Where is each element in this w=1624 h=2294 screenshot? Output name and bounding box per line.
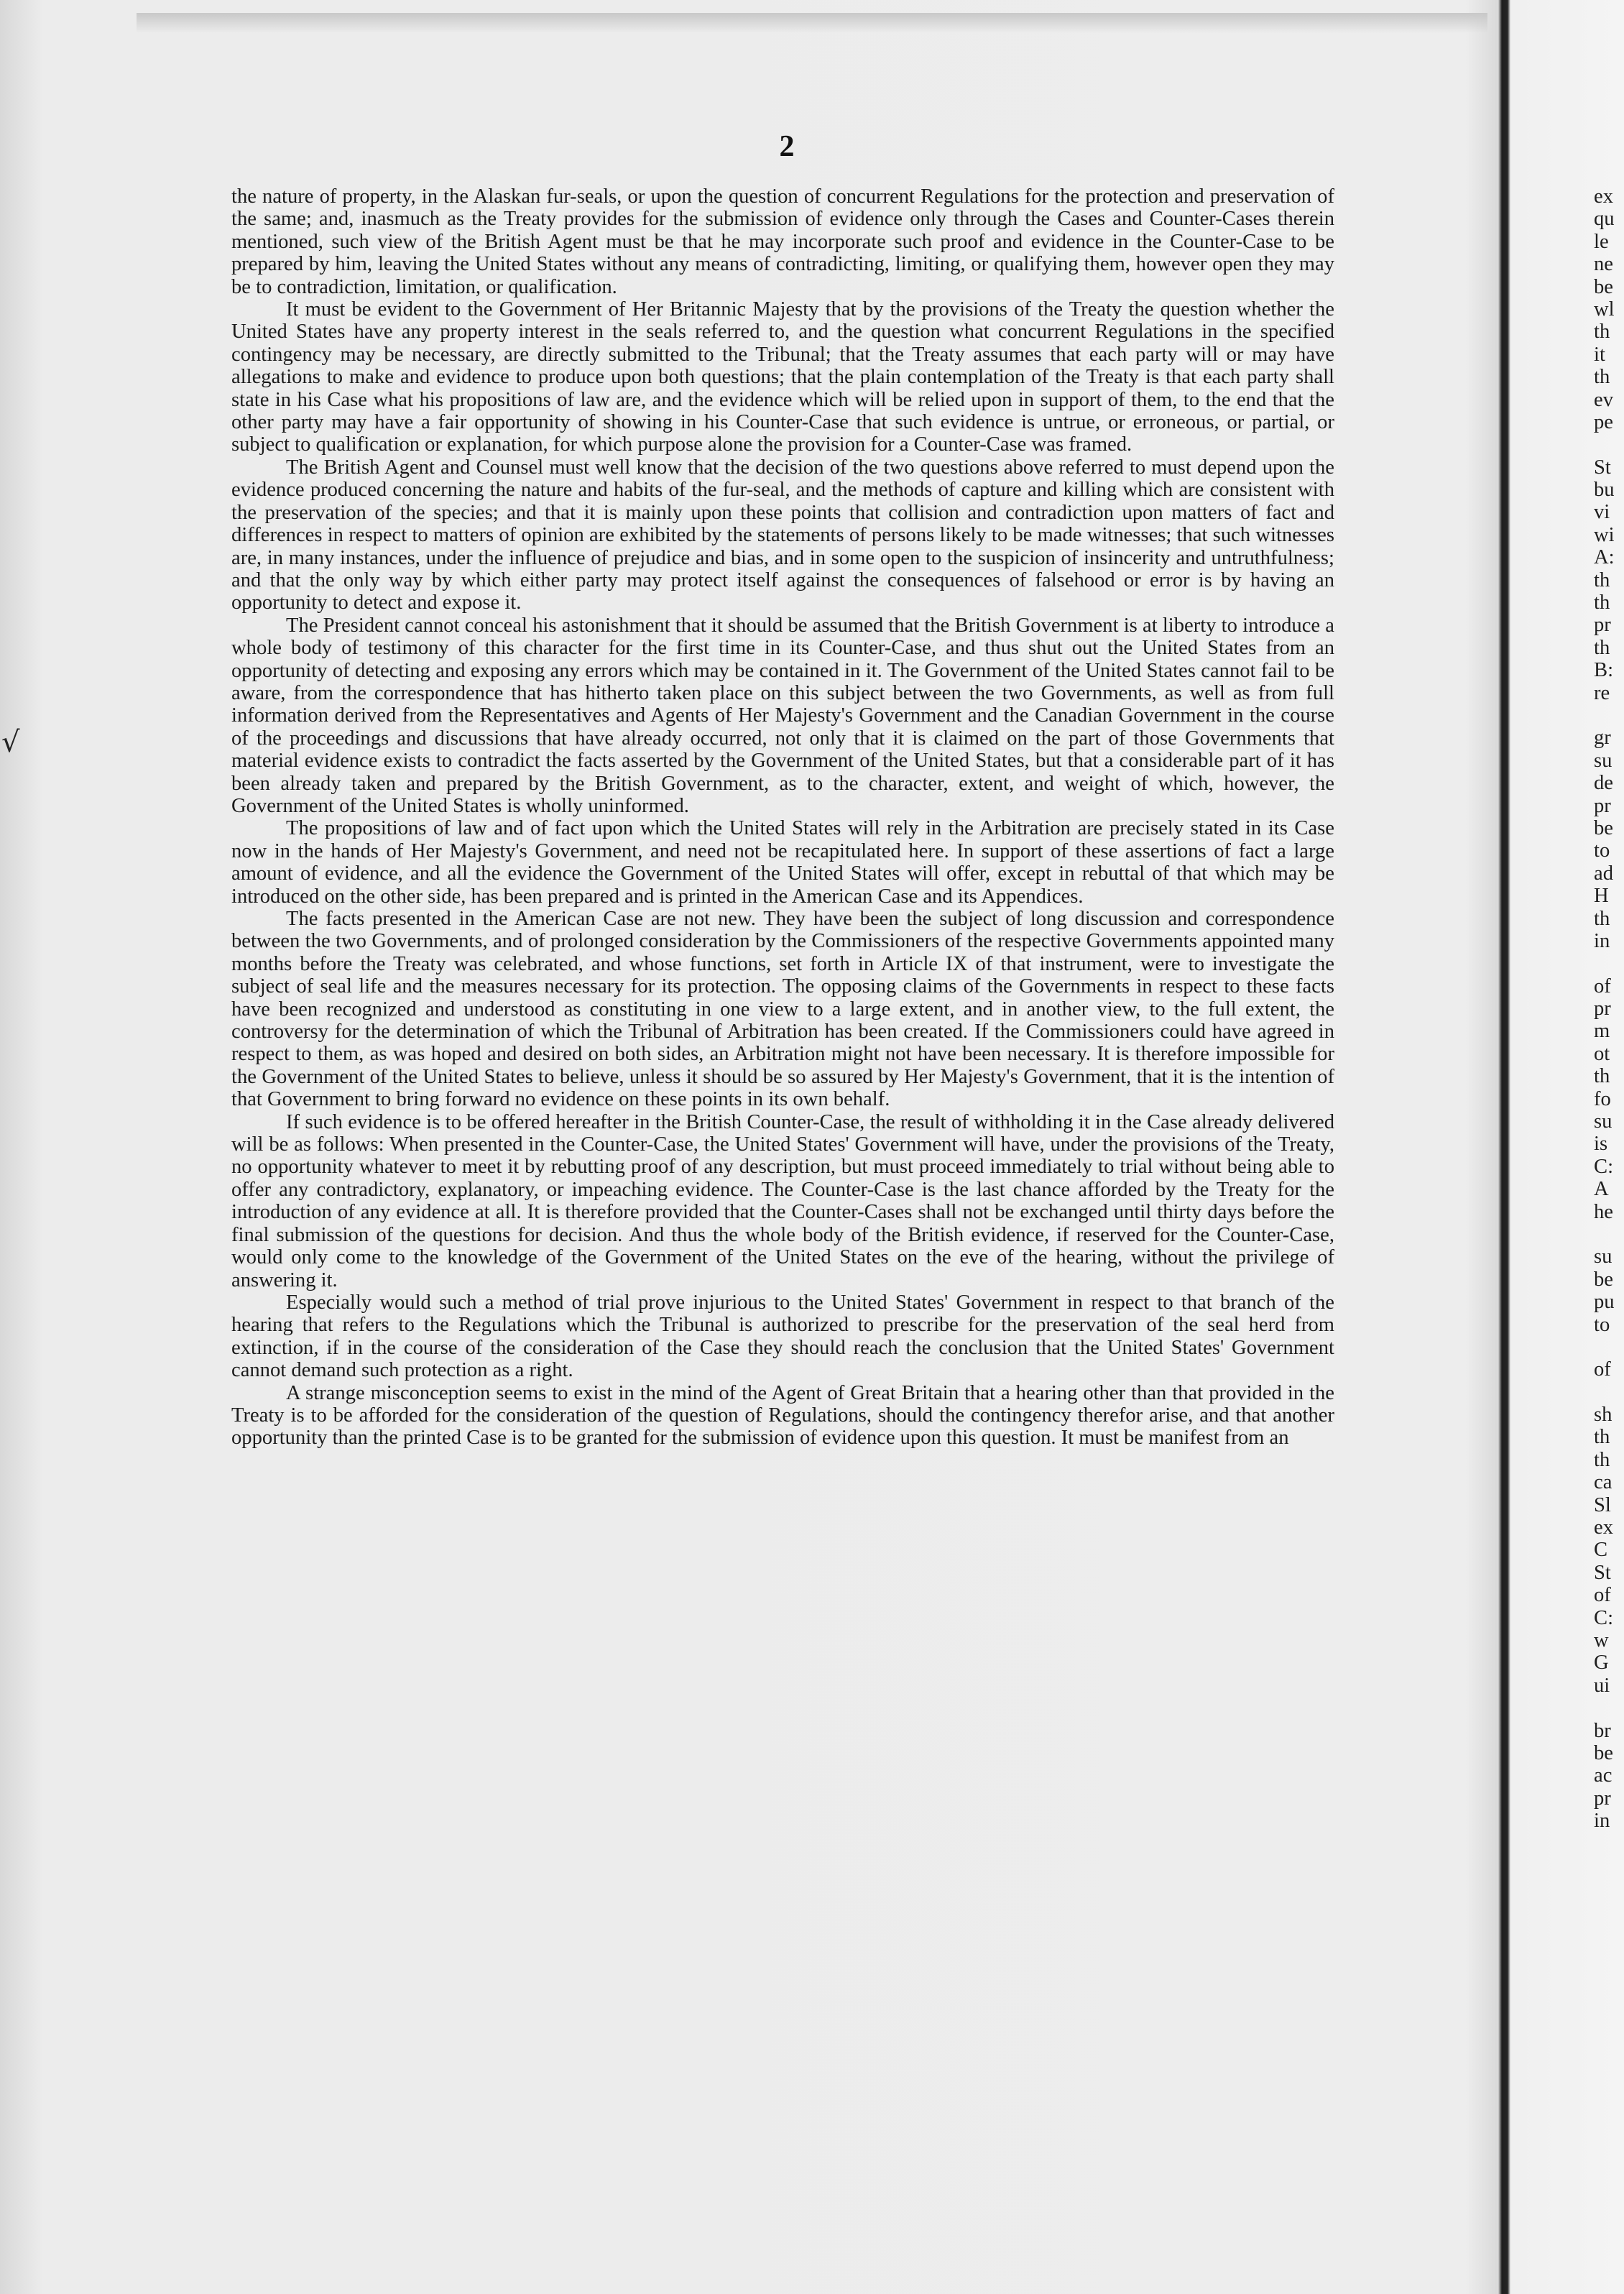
facing-page-fragment <box>1594 1336 1624 1358</box>
facing-page-fragment: pr <box>1594 998 1611 1021</box>
facing-page-fragment: is <box>1594 1133 1608 1156</box>
facing-page-fragment: th <box>1594 636 1610 659</box>
facing-page-fragment: A: <box>1594 546 1615 569</box>
facing-page-fragment: ui <box>1594 1674 1610 1697</box>
facing-page-fragment: gr <box>1594 727 1611 750</box>
facing-page-fragment: to <box>1594 1313 1610 1336</box>
facing-page-fragment: of <box>1594 1358 1611 1381</box>
facing-page-fragment: sh <box>1594 1404 1613 1427</box>
facing-page-fragment: C <box>1594 1539 1608 1562</box>
page-edge-shadow <box>137 13 1487 33</box>
facing-page-fragment: C: <box>1594 1606 1614 1629</box>
facing-page-fragment: le <box>1594 230 1609 253</box>
paragraph: A strange misconception seems to exist in the mind of the Agent of Great Britain that a hearing other than that provided in the Treaty is to be afforded for the consideration of the question of Regulations, should the contingency therefor arise, and that another opportunity than the printed Case is to be granted for the submission of evidence upon this question. It must be manifest from an <box>231 1381 1334 1450</box>
paragraph: The propositions of law and of fact upon which the United States will rely in the Arbitration are precisely stated in its Case now in the hands of Her Majesty's Government, and need not be recapitulated here. In support of these assertions of fact a large amount of evidence, and all the evidence the Government of the United States will offer, except in rebuttal of that which may be introduced on the other side, has been prepared and is printed in the American Case and its Appendices. <box>231 817 1334 908</box>
facing-page-fragment: ca <box>1594 1471 1613 1494</box>
paragraph: Especially would such a method of trial prove injurious to the United States' Government in respect to that branch of the hearing that refers to the Regulations which the Tribunal is authorized to prescribe for the preservation of the seal herd from extinction, if in the course of the consideration of the Case they should reach the conclusion that the United States' Government cannot demand such protection as a right. <box>231 1291 1334 1382</box>
facing-page-fragment: th <box>1594 1065 1610 1088</box>
facing-page-fragment: su <box>1594 1110 1613 1133</box>
facing-page-fragment: ex <box>1594 185 1613 208</box>
facing-page-fragment: be <box>1594 1741 1613 1764</box>
facing-page-fragment: pr <box>1594 794 1611 817</box>
facing-page-fragment: th <box>1594 568 1610 591</box>
facing-page-fragment: fo <box>1594 1087 1611 1110</box>
facing-page-fragment: w <box>1594 1629 1609 1652</box>
facing-page-fragment: br <box>1594 1719 1611 1742</box>
facing-page-fragment: he <box>1594 1200 1613 1223</box>
facing-page-fragment: in <box>1594 1810 1610 1833</box>
page-number: 2 <box>779 130 795 163</box>
facing-page-fragment: th <box>1594 591 1610 614</box>
facing-page-fragment <box>1594 704 1624 727</box>
facing-page-fragment: ot <box>1594 1042 1610 1065</box>
facing-page-fragment: in <box>1594 929 1610 952</box>
facing-page-fragment: pr <box>1594 1787 1611 1810</box>
paragraph: It must be evident to the Government of Her Britannic Majesty that by the provisions of the Treaty the question whether the United States have any property interest in the seals referred to, and the question what concurrent Regulations in the specified contingency may be necessary, are directly submitted to the Tribunal; that the Treaty assumes that each party will or may have allegations to make and evidence to produce upon both questions; that the plain contemplation of the Treaty is that each party shall state in his Case what his propositions of law are, and the evidence which will be relied upon in support of them, to the end that the other party may have a fair opportunity of showing in his Counter-Case that such evidence is untrue, or erroneous, or partial, or subject to qualification or explanation, for which purpose alone the provision for a Counter-Case was framed. <box>231 298 1334 456</box>
paragraph: The facts presented in the American Case are not new. They have been the subject of long discussion and correspondence between the two Governments, and of prolonged consideration by the Commissioners of the respective Governments appointed many months before the Treaty was celebrated, and whose functions, set forth in Article IX of that instrument, were to investigate the subject of seal life and the measures necessary for its protection. The opposing claims of the Governments in respect to these facts have been recognized and understood as constituting in one view to a large extent, and in another view, to the full extent, the controversy for the determination of which the Tribunal of Arbitration has been created. If the Commissioners could have agreed in respect to them, as was hoped and desired on both sides, an Arbitration might not have been necessary. It is therefore impossible for the Government of the United States to believe, unless it should be so assured by Her Majesty's Government, that it is the intention of that Government to bring forward no evidence on these points in its own behalf. <box>231 908 1334 1111</box>
facing-page-fragment: to <box>1594 839 1610 862</box>
body-text <box>231 185 1334 1450</box>
paragraph: the nature of property, in the Alaskan fur-seals, or upon the question of concurrent Regulations for the protection and preservation of the same; and, inasmuch as the Treaty provides for the submission of evidence only through the Cases and Counter-Cases therein mentioned, such view of the British Agent must be that he may incorporate such proof and evidence in the Counter-Case to be prepared by him, leaving the United States without any means of contradicting, limiting, or qualifying them, however open they may be to contradiction, limitation, or qualification. <box>231 185 1334 298</box>
facing-page-fragment: be <box>1594 1268 1613 1291</box>
facing-page-fragment <box>1594 1697 1624 1719</box>
facing-page-fragment: vi <box>1594 501 1610 524</box>
facing-page-fragment: wi <box>1594 523 1615 546</box>
facing-page-fragment: ad <box>1594 862 1613 885</box>
facing-page-fragment: bu <box>1594 479 1615 502</box>
facing-page-fragment: of <box>1594 975 1611 998</box>
paragraph: The President cannot conceal his astonishment that it should be assumed that the British Government is at liberty to introduce a whole body of testimony of this character for the first time in its Counter-Case, and thus shut out the United States from an opportunity of detecting and exposing any errors which may be contained in it. The Government of the United States cannot fail to be aware, from the correspondence that has hitherto taken place on this subject between the two Governments, as well as from full information derived from the Representatives and Agents of Her Majesty's Government and the Canadian Government in the course of the proceedings and discussions that have already occurred, not only that it is claimed on the part of those Governments that material evidence exists to contradict the facts asserted by the Government of the United States, but that a considerable part of it has been already taken and prepared by the British Government, as to the character, extent, and weight of which, however, the Government of the United States is wholly uninformed. <box>231 614 1334 817</box>
facing-page-fragment: th <box>1594 366 1610 389</box>
margin-check-mark: √ <box>1 726 20 759</box>
facing-page-fragment: su <box>1594 1245 1613 1268</box>
facing-page-fragment: St <box>1594 1561 1611 1584</box>
facing-page-fragment: be <box>1594 816 1613 839</box>
facing-page-fragment: ac <box>1594 1764 1613 1787</box>
facing-page-fragment: G <box>1594 1652 1609 1675</box>
facing-page-fragment <box>1594 433 1624 456</box>
facing-page-fragment: th <box>1594 1448 1610 1471</box>
facing-page-fragment <box>1594 952 1624 975</box>
facing-page-fragment <box>1594 1223 1624 1245</box>
facing-page-fragment: be <box>1594 275 1613 298</box>
facing-page-fragment <box>1594 1381 1624 1404</box>
facing-page-fragment: ev <box>1594 388 1613 411</box>
facing-page-fragment: pe <box>1594 410 1613 433</box>
facing-page-fragment: A <box>1594 1178 1609 1201</box>
facing-page-fragment: th <box>1594 907 1610 930</box>
facing-page-fragment: pu <box>1594 1291 1615 1314</box>
facing-page-fragment: C: <box>1594 1155 1614 1178</box>
facing-page-fragment: Sl <box>1594 1493 1611 1516</box>
facing-page-fragment: th <box>1594 321 1610 344</box>
facing-page-fragment: th <box>1594 1426 1610 1449</box>
paragraph: If such evidence is to be offered hereafter in the British Counter-Case, the result of withholding it in the Case already delivered will be as follows: When presented in the Counter-Case, the United States' Government will have, under the provisions of the Treaty, no opportunity whatever to meet it by rebutting proof of any description, but must proceed immediately to trial without being able to offer any contradictory, explanatory, or impeaching evidence. The Counter-Case is the last chance afforded by the Treaty for the introduction of any evidence at all. It is therefore provided that the Counter-Cases shall not be exchanged until thirty days before the final submission of the questions for decision. And thus the whole body of the British evidence, if reserved for the Counter-Case, would only come to the knowledge of the Government of the United States on the eve of the hearing, without the privilege of answering it. <box>231 1110 1334 1291</box>
facing-page-fragment: re <box>1594 681 1610 704</box>
facing-page-fragment: su <box>1594 749 1613 772</box>
facing-page-fragment: ex <box>1594 1516 1613 1539</box>
facing-page-fragment: H <box>1594 885 1609 908</box>
facing-page-fragment: of <box>1594 1584 1611 1607</box>
facing-page-fragment: B: <box>1594 659 1614 682</box>
facing-page-fragment: pr <box>1594 614 1611 637</box>
facing-page-fragment: de <box>1594 772 1613 795</box>
facing-page-fragment: qu <box>1594 208 1615 231</box>
paragraph: The British Agent and Counsel must well know that the decision of the two questions above referred to must depend upon the evidence produced concerning the nature and habits of the fur-seal, and the methods of capture and killing which are consistent with the preservation of the species; and that it is mainly upon these points that collision and contradiction upon matters of fact and differences in respect to matters of opinion are exhibited by the statements of persons likely to be made witnesses; that such witnesses are, in many instances, under the influence of prejudice and bias, and in some open to the suspicion of insincerity and untruthfulness; and that the only way by which either party may protect itself against the consequences of falsehood or error is by having an opportunity to detect and expose it. <box>231 456 1334 614</box>
facing-page-fragment: wl <box>1594 298 1615 321</box>
facing-page-fragment: m <box>1594 1020 1610 1043</box>
facing-page-fragment: St <box>1594 456 1611 479</box>
facing-page-fragment: it <box>1594 343 1605 366</box>
facing-page-fragments <box>1594 185 1624 1833</box>
facing-page-fragment: ne <box>1594 253 1613 276</box>
